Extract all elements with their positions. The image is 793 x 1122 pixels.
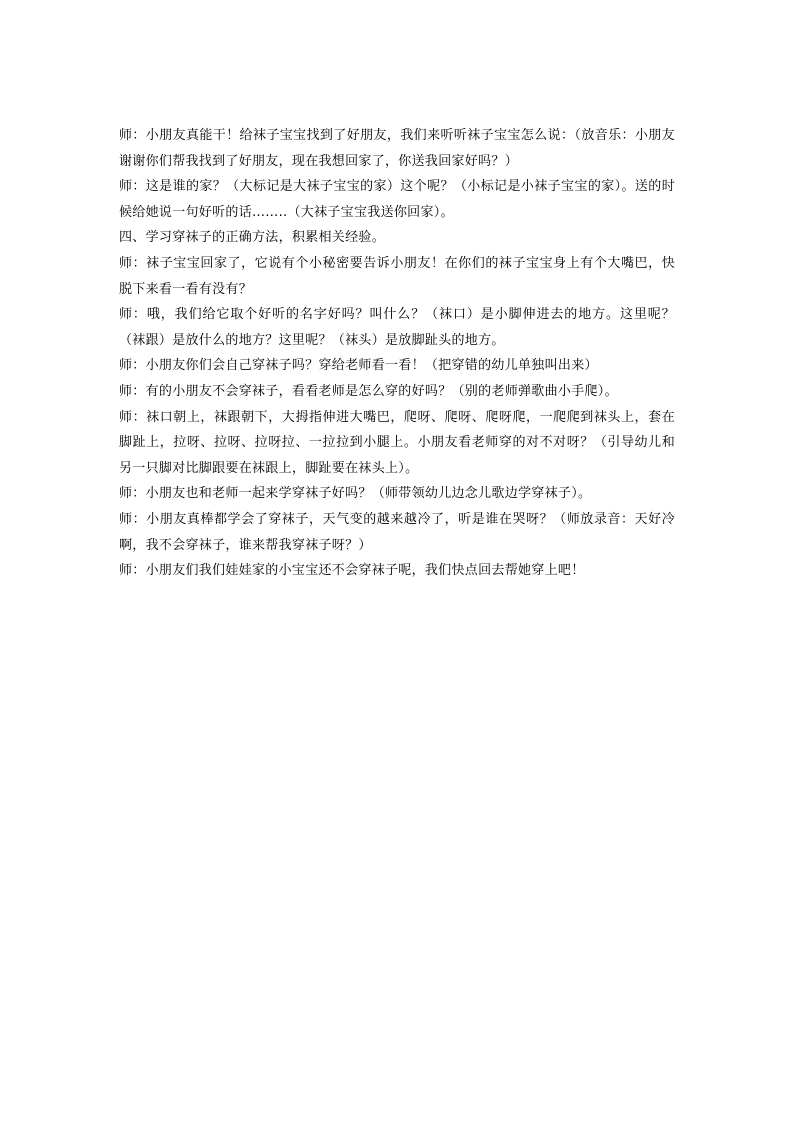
paragraph-4: 师：袜子宝宝回家了，它说有个小秘密要告诉小朋友！在你们的袜子宝宝身上有个大嘴巴，快脱下来看一看有没有？ bbox=[119, 255, 675, 297]
paragraph-1: 师：小朋友真能干！给袜子宝宝找到了好朋友，我们来听听袜子宝宝怎么说：（放音乐：小朋友谢谢你们帮我找到了好朋友，现在我想回家了，你送我回家好吗？） bbox=[119, 128, 675, 169]
section-heading: 四、学习穿袜子的正确方法，积累相关经验。 bbox=[119, 230, 386, 246]
paragraph-11: 师：小朋友们我们娃娃家的小宝宝还不会穿袜子呢，我们快点回去帮她穿上吧！ bbox=[119, 563, 585, 579]
paragraph-2: 师：这是谁的家？（大标记是大袜子宝宝的家）这个呢？（小标记是小袜子宝宝的家）。送的时候给她说一句好听的话……..（大袜子宝宝我送你回家）。 bbox=[119, 179, 675, 220]
paragraph-8: 师：袜口朝上，袜跟朝下，大拇指伸进大嘴巴，爬呀、爬呀、爬呀爬，一爬爬到袜头上，套在脚趾上，拉呀、拉呀、拉呀拉、一拉拉到小腿上。小朋友看老师穿的对不对呀？（引导幼儿和另一只脚对比脚跟要在袜跟上，脚趾要在袜头上）。 bbox=[119, 409, 675, 476]
document-body bbox=[119, 123, 675, 584]
paragraph-5: 师：哦，我们给它取个好听的名字好吗？叫什么？（袜口）是小脚伸进去的地方。这里呢？（袜跟）是放什么的地方？这里呢？（袜头）是放脚趾头的地方。 bbox=[119, 307, 675, 348]
paragraph-9: 师：小朋友也和老师一起来学穿袜子好吗？（师带领幼儿边念儿歌边学穿袜子）。 bbox=[119, 486, 592, 502]
paragraph-7: 师：有的小朋友不会穿袜子，看看老师是怎么穿的好吗？（别的老师弹歌曲小手爬）。 bbox=[119, 383, 618, 399]
paragraph-6: 师：小朋友你们会自己穿袜子吗？穿给老师看一看！（把穿错的幼儿单独叫出来） bbox=[119, 358, 598, 374]
paragraph-10: 师：小朋友真棒都学会了穿袜子，天气变的越来越冷了，听是谁在哭呀？（师放录音：天好冷啊，我不会穿袜子，谁来帮我穿袜子呀？） bbox=[119, 511, 675, 553]
